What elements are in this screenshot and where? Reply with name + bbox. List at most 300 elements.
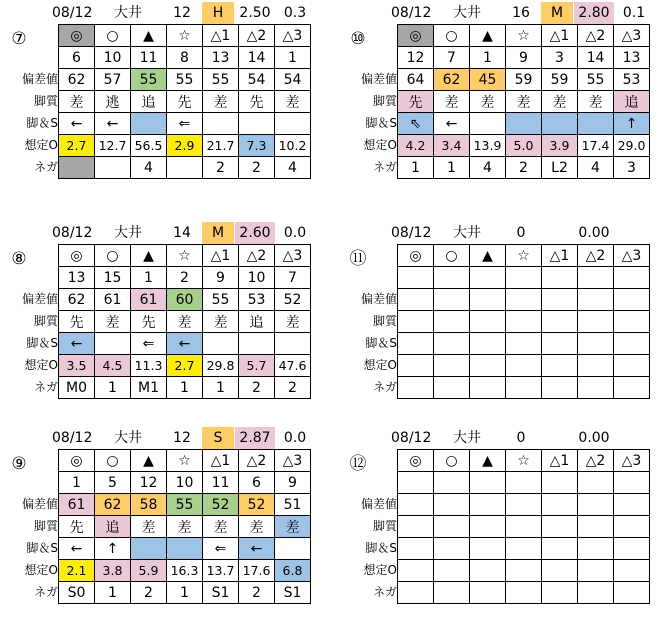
grid-cell: 3.5 [59,355,95,377]
rating-value: 2.87 [235,427,275,449]
grid-cell: M1 [131,377,167,399]
grid-cell: 1 [434,157,470,179]
grid-cell: ↑ [95,538,131,560]
grid-cell: 1 [95,582,131,604]
grid-cell: 13.7 [203,560,239,582]
arrows-row [59,538,311,560]
style-row [398,91,650,113]
grid-cell [470,377,506,399]
runner-count: 16 [512,5,530,21]
grid-cell: S1 [275,582,311,604]
row-label: 偏差値 [21,292,58,306]
grid-cell: 先 [59,311,95,333]
grid-cell: 11 [131,47,167,69]
row-label: 想定O [363,358,397,372]
grid-cell: 9 [203,267,239,289]
grid-cell [398,538,434,560]
race-panel [0,427,330,632]
grid-cell: △2 [239,450,275,472]
grid-cell [506,267,542,289]
grid-cell: ○ [95,245,131,267]
grid-cell [578,538,614,560]
grid-cell: 15 [95,267,131,289]
grid-cell: 53 [239,289,275,311]
grid-cell: 29.8 [203,355,239,377]
grid-cell: 4.2 [398,135,434,157]
grid-cell: ☆ [506,25,542,47]
grid-cell [578,560,614,582]
grid-cell: △3 [275,25,311,47]
odds-row [398,135,650,157]
marks-row [398,450,650,472]
grid-cell [542,516,578,538]
grid-cell [398,355,434,377]
rating-value: 2.60 [235,222,275,244]
grid-cell [578,582,614,604]
race-number: ⑫ [349,454,367,474]
grid-cell [614,311,650,333]
grid-cell [434,472,470,494]
grid-cell: 差 [203,311,239,333]
grid-cell: 3 [542,47,578,69]
grid-cell [542,377,578,399]
grid-cell: ☆ [167,25,203,47]
grid-cell: 先 [131,311,167,333]
grid-cell: ▲ [470,245,506,267]
grid-cell [542,494,578,516]
grid-cell: ← [239,538,275,560]
grid-cell [434,289,470,311]
horse-grid [58,449,311,604]
grid-cell: ▲ [131,245,167,267]
race-number: ⑨ [11,454,27,474]
grid-cell: ← [59,333,95,355]
nega-row [59,377,311,399]
venue-name: 大井 [114,430,142,446]
row-label: ネガ [372,585,397,599]
grid-cell [614,494,650,516]
style-row [59,516,311,538]
grid-cell: 差 [578,91,614,113]
runner-count: 0 [516,430,526,446]
arrows-row [398,538,650,560]
row-label: 脚＆S [365,336,397,350]
style-row [398,516,650,538]
grid-cell: 10.2 [275,135,311,157]
grid-cell: 13.9 [470,135,506,157]
grid-cell [542,113,578,135]
grid-cell: ◎ [398,25,434,47]
grid-cell [470,582,506,604]
grid-cell: 7 [434,47,470,69]
grid-cell: 4 [275,157,311,179]
grid-cell: 1 [95,377,131,399]
grid-cell: △1 [203,245,239,267]
horse-grid [397,449,650,604]
row-label: 偏差値 [21,497,58,511]
grid-cell [578,472,614,494]
grid-cell: 55 [203,69,239,91]
grid-cell [95,157,131,179]
grid-cell [434,333,470,355]
grid-cell: 差 [506,91,542,113]
grid-cell: 5.7 [239,355,275,377]
grid-cell [506,516,542,538]
grid-cell: 差 [434,91,470,113]
runner-count: 12 [173,5,191,21]
grid-cell: ▲ [131,25,167,47]
grid-cell: 11.3 [131,355,167,377]
grid-cell: 54 [239,69,275,91]
grid-cell: △3 [275,450,311,472]
grid-cell: ◎ [59,450,95,472]
grid-cell [203,333,239,355]
grid-cell: 4 [470,157,506,179]
grid-cell: ○ [95,25,131,47]
grid-cell [239,113,275,135]
marks-row [59,450,311,472]
grid-cell [470,538,506,560]
race-date: 08/12 [391,5,432,21]
grid-cell: △2 [239,25,275,47]
grid-cell: 2 [131,582,167,604]
grid-cell: 7.3 [239,135,275,157]
grid-cell [398,582,434,604]
horse-grid [397,24,650,179]
race-panel [339,2,669,207]
grid-cell: 13 [203,47,239,69]
grid-cell: ⇐ [203,538,239,560]
grid-cell: 45 [470,69,506,91]
grid-cell [506,538,542,560]
nega-row [398,582,650,604]
grid-cell [506,560,542,582]
race-date: 08/12 [52,430,93,446]
row-label: 脚＆S [365,541,397,555]
race-number: ⑧ [11,249,27,269]
venue-name: 大井 [453,225,481,241]
grid-cell [470,289,506,311]
grid-cell [506,494,542,516]
marks-row [398,245,650,267]
grid-cell [578,311,614,333]
grid-cell [131,538,167,560]
grade-badge: M [541,2,573,24]
grid-cell: 1 [167,582,203,604]
grid-cell: 10 [239,267,275,289]
nega-row [59,582,311,604]
grid-cell: 62 [95,494,131,516]
race-header [339,427,669,449]
grid-cell [470,560,506,582]
deviation-row [59,69,311,91]
grid-cell: 57 [95,69,131,91]
odds-row [59,560,311,582]
race-panel [0,222,330,427]
grid-cell [542,472,578,494]
grid-cell [470,516,506,538]
grid-cell: 2 [239,157,275,179]
grid-cell: 差 [542,91,578,113]
grid-cell: 5.0 [506,135,542,157]
rating-value: 2.50 [239,5,271,21]
grid-cell: 2.7 [167,355,203,377]
race-date: 08/12 [52,225,93,241]
venue-name: 大井 [453,430,481,446]
variance-value: 0.3 [283,5,307,21]
grid-cell: S0 [59,582,95,604]
grid-cell: △3 [614,25,650,47]
row-label: 脚質 [372,314,397,328]
grid-cell [398,377,434,399]
grid-cell: 55 [167,494,203,516]
grid-cell: ▲ [470,450,506,472]
grid-cell: 8 [167,47,203,69]
deviation-row [398,289,650,311]
grid-cell: △3 [614,450,650,472]
grid-cell [398,267,434,289]
grid-cell: 1 [470,47,506,69]
grid-cell [434,494,470,516]
race-date: 08/12 [391,430,432,446]
grid-cell: 4 [578,157,614,179]
grid-cell: ◎ [59,25,95,47]
grid-cell: 1 [167,377,203,399]
grid-cell [95,333,131,355]
odds-row [398,355,650,377]
grid-cell [614,582,650,604]
grid-cell [398,494,434,516]
race-header [339,222,669,244]
variance-value [617,222,651,244]
grid-cell: 59 [542,69,578,91]
row-label: 想定O [24,358,58,372]
grid-cell: 52 [203,494,239,516]
grid-cell: 3.8 [95,560,131,582]
runner-count: 0 [516,225,526,241]
grid-cell: 差 [95,311,131,333]
grid-cell: 差 [239,516,275,538]
grid-cell: 2 [275,377,311,399]
grid-cell: 47.6 [275,355,311,377]
race-panel [339,222,669,427]
row-label: 偏差値 [360,72,397,86]
grid-cell: ☆ [167,245,203,267]
grid-cell: 5 [95,472,131,494]
grid-cell: ← [434,113,470,135]
grid-cell [434,538,470,560]
grid-cell: 51 [275,494,311,516]
grid-cell [470,333,506,355]
grid-cell [506,355,542,377]
deviation-row [59,289,311,311]
grid-cell [542,538,578,560]
grid-cell [542,560,578,582]
grid-cell: △1 [203,25,239,47]
grid-cell: 17.6 [239,560,275,582]
grid-cell: 29.0 [614,135,650,157]
grid-cell [506,333,542,355]
nega-row [398,157,650,179]
grid-cell: 5.9 [131,560,167,582]
grid-cell [542,311,578,333]
grade-badge [541,222,573,244]
rating-value: 0.00 [578,430,610,446]
grid-cell [470,267,506,289]
venue-name: 大井 [114,225,142,241]
grid-cell [203,113,239,135]
grid-cell [275,113,311,135]
marks-row [398,25,650,47]
grid-cell [434,560,470,582]
grid-cell [506,377,542,399]
grid-cell: 2.7 [59,135,95,157]
row-label: 想定O [24,563,58,577]
grid-cell: 2 [167,267,203,289]
grid-cell [470,113,506,135]
grid-cell: ○ [434,450,470,472]
odds-row [59,135,311,157]
grid-cell: 差 [275,311,311,333]
grid-cell [578,355,614,377]
rating-value: 2.80 [574,2,614,24]
grid-cell: 12 [398,47,434,69]
variance-value: 0.1 [622,5,646,21]
row-label: ネガ [33,585,58,599]
grid-cell: 55 [203,289,239,311]
grid-cell [506,582,542,604]
grid-cell: △1 [542,25,578,47]
runner-count: 14 [173,225,191,241]
grid-cell: ○ [434,25,470,47]
grid-cell [167,157,203,179]
grid-cell [434,516,470,538]
odds-row [398,560,650,582]
grid-cell: 追 [131,91,167,113]
numbers-row [398,267,650,289]
grid-cell [578,113,614,135]
grid-cell: ← [95,113,131,135]
grid-cell [398,311,434,333]
grid-cell: 52 [275,289,311,311]
grid-cell: 13 [614,47,650,69]
row-label: 脚質 [33,519,58,533]
arrows-row [398,113,650,135]
grid-cell: 先 [167,91,203,113]
grid-cell: 先 [398,91,434,113]
grid-cell: 61 [131,289,167,311]
numbers-row [398,472,650,494]
grid-cell: 1 [131,267,167,289]
grid-cell: 差 [167,311,203,333]
grid-cell [614,538,650,560]
grid-cell: 59 [506,69,542,91]
grid-cell [506,311,542,333]
grade-badge: H [202,2,234,24]
grid-cell [239,333,275,355]
grid-cell: 差 [203,91,239,113]
grid-cell: 17.4 [578,135,614,157]
style-row [59,311,311,333]
grid-cell [434,377,470,399]
grid-cell: M0 [59,377,95,399]
grid-cell [614,377,650,399]
grid-cell: △2 [578,25,614,47]
grid-cell: 6 [59,47,95,69]
row-label: 脚質 [33,94,58,108]
race-header [0,222,330,244]
arrows-row [59,333,311,355]
deviation-row [398,69,650,91]
nega-row [59,157,311,179]
numbers-row [398,47,650,69]
grid-cell: ← [59,538,95,560]
race-header [0,427,330,449]
grid-cell [614,355,650,377]
grid-cell [614,289,650,311]
grid-cell [542,289,578,311]
grid-cell: 62 [434,69,470,91]
row-label: 想定O [363,138,397,152]
race-header [0,2,330,24]
row-label: 脚＆S [26,336,58,350]
grid-cell: 12.7 [95,135,131,157]
grid-cell [542,333,578,355]
grid-cell: 61 [95,289,131,311]
grid-cell: 差 [275,91,311,113]
grid-cell: 2.9 [167,135,203,157]
grid-cell: ○ [95,450,131,472]
row-label: 偏差値 [360,292,397,306]
grid-cell: 10 [95,47,131,69]
marks-row [59,25,311,47]
grid-cell: △3 [614,245,650,267]
grid-cell [470,472,506,494]
grid-cell [578,267,614,289]
grid-cell: 9 [506,47,542,69]
race-date: 08/12 [52,5,93,21]
row-label: 想定O [363,563,397,577]
row-label: ネガ [33,380,58,394]
grid-cell: ⇖ [398,113,434,135]
grid-cell: 9 [275,472,311,494]
grid-cell: 62 [59,289,95,311]
runner-count: 12 [173,430,191,446]
grid-cell: 55 [578,69,614,91]
grid-cell: 10 [167,472,203,494]
grid-cell [506,472,542,494]
grid-cell: ☆ [506,450,542,472]
row-label: 偏差値 [360,497,397,511]
grid-cell: 56.5 [131,135,167,157]
marks-row [59,245,311,267]
race-date: 08/12 [391,225,432,241]
grid-cell: 差 [275,516,311,538]
grid-cell: 64 [398,69,434,91]
race-number: ⑪ [349,249,367,269]
grid-cell: 55 [131,69,167,91]
grid-cell: 2.1 [59,560,95,582]
row-label: 脚＆S [365,116,397,130]
grid-cell: 追 [95,516,131,538]
grid-cell: ⇐ [167,113,203,135]
row-label: 脚質 [372,94,397,108]
grid-cell [398,560,434,582]
grid-cell: 54 [275,69,311,91]
variance-value: 0.0 [283,225,307,241]
grid-cell [578,494,614,516]
grid-cell: 1 [203,377,239,399]
